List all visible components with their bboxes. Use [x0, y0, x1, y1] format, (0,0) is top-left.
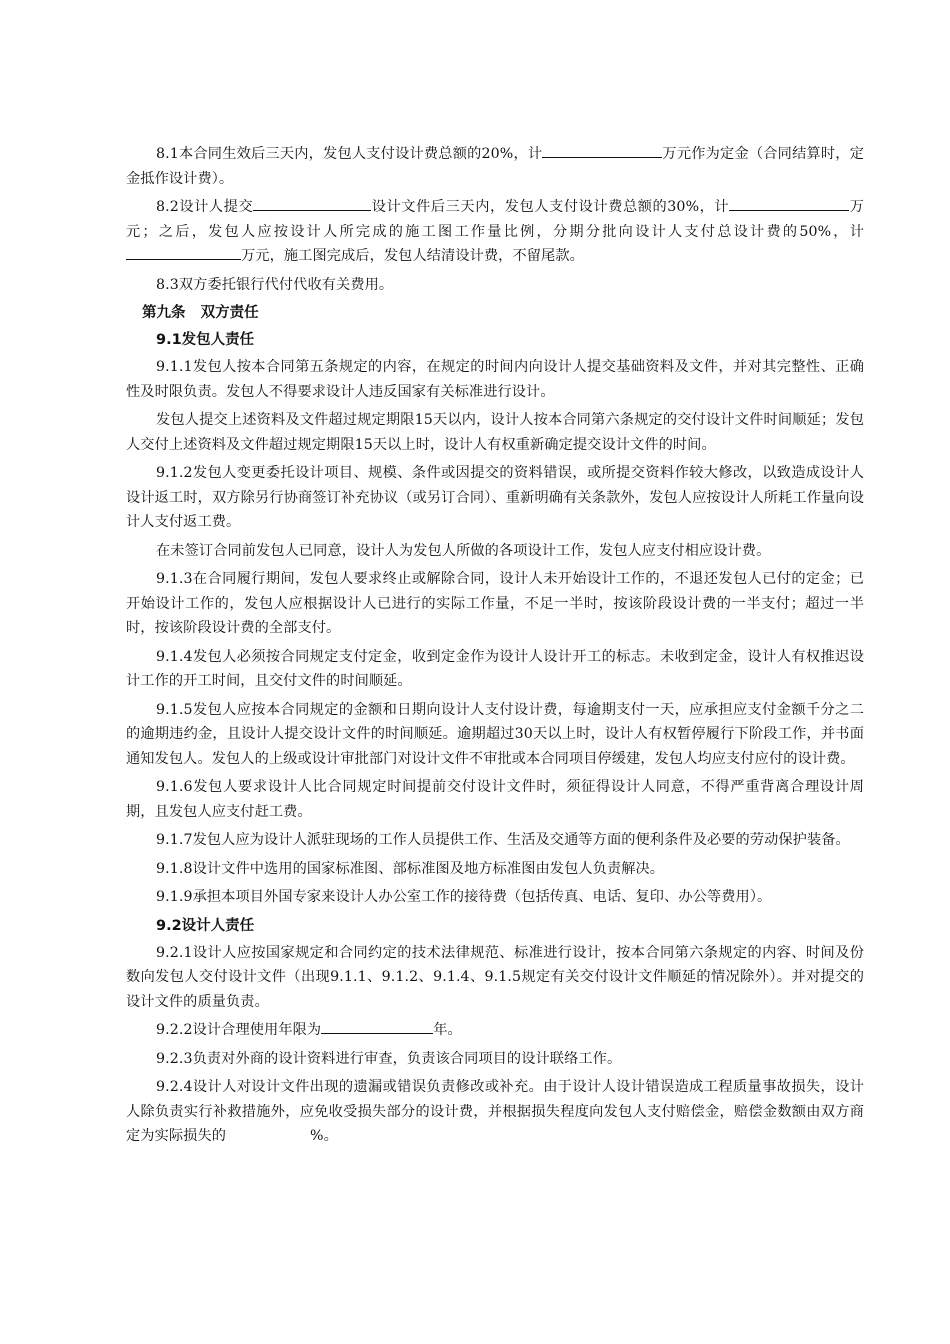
clause-text: 8.2设计人提交 — [156, 199, 254, 215]
clause-9-1-6: 9.1.6发包人要求设计人比合同规定时间提前交付设计文件时，须征得设计人同意，不得严重背离合理设计周期，且发包人应支付赶工费。 — [126, 779, 864, 820]
clause-9-2-4 — [126, 1075, 864, 1149]
article-9-heading: 第九条 双方责任 — [142, 305, 259, 321]
document-page — [126, 142, 864, 1153]
clause-9-1-9: 9.1.9承担本项目外国专家来设计人办公室工作的接待费（包括传真、电话、复印、办公等费用）。 — [156, 889, 772, 905]
clause-text: 9.2.2设计合理使用年限为 — [156, 1022, 322, 1038]
clause-8-1 — [126, 142, 864, 191]
clause-9-1-4: 9.1.4发包人必须按合同规定支付定金，收到定金作为设计人设计开工的标志。未收到定金，设计人有权推迟设计工作的开工时间，且交付文件的时间顺延。 — [126, 648, 864, 689]
clause-text: 设计文件后三天内，发包人支付设计费总额的30%，计 — [371, 199, 730, 215]
clause-9-1-2-cont: 在未签订合同前发包人已同意，设计人为发包人所做的各项设计工作，发包人应支付相应设计费。 — [156, 542, 771, 559]
clause-8-3: 8.3双方委托银行代付代收有关费用。 — [156, 276, 394, 293]
clause-9-2-3: 9.2.3负责对外商的设计资料进行审查，负责该合同项目的设计联络工作。 — [156, 1050, 622, 1067]
clause-text: %。 — [310, 1128, 338, 1144]
clause-9-1-1: 9.1.1发包人按本合同第五条规定的内容，在规定的时间内向设计人提交基础资料及文件，并对其完整性、正确性及时限负责。发包人不得要求设计人违反国家有关标准进行设计。 — [126, 359, 864, 400]
clause-text: 年。 — [433, 1022, 462, 1038]
clause-9-1-7: 9.1.7发包人应为设计人派驻现场的工作人员提供工作、生活及交通等方面的便利条件及必要的劳动保护装备。 — [156, 832, 850, 848]
clause-text: 8.1本合同生效后三天内，发包人支付设计费总额的20%，计 — [156, 146, 543, 162]
clause-text: 9.2.4设计人对设计文件出现的遗漏或错误负责修改或补充。由于设计人设计错误造成工程质量事故损失，设计人除负责实行补救措施外，应免收受损失部分的设计费，并根据损失程度向发包人支付赔偿金，赔偿金数额由双方商定为实际损失的 — [126, 1079, 864, 1144]
clause-text: 万元；之后，发包人应按设计人所完成的施工图工作量比例，分期分批向设计人支付总设计费的50%，计 — [126, 199, 864, 240]
section-9-1-heading: 9.1发包人责任 — [156, 332, 255, 348]
clause-9-2-1: 9.2.1设计人应按国家规定和合同约定的技术法律规范、标准进行设计，按本合同第六条规定的内容、时间及份数向发包人交付设计文件（出现9.1.1、9.1.2、9.1.4、9.1.5规定有关交付设计文件顺延的情况除外）。并对提交的设计文件的质量负责。 — [126, 944, 864, 1010]
clause-8-2 — [126, 195, 864, 269]
fill-blank[interactable] — [126, 244, 241, 260]
fill-blank[interactable] — [321, 1018, 433, 1034]
clause-9-1-2: 9.1.2发包人变更委托设计项目、规模、条件或因提交的资料错误，或所提交资料作较大修改，以致造成设计人设计返工时，双方除另行协商签订补充协议（或另订合同）、重新明确有关条款外，发包人应按设计人所耗工作量向设计人支付返工费。 — [126, 465, 864, 530]
fill-blank[interactable] — [253, 195, 371, 211]
clause-text: 万元作为定金（合同结算时，定金抵作设计费）。 — [126, 146, 864, 187]
clause-text: 万元，施工图完成后，发包人结清设计费，不留尾款。 — [241, 248, 584, 264]
clause-9-1-1-cont: 发包人提交上述资料及文件超过规定期限15天以内，设计人按本合同第六条规定的交付设计文件时间顺延；发包人交付上述资料及文件超过规定期限15天以上时，设计人有权重新确定提交设计文件的时间。 — [126, 412, 864, 453]
clause-9-1-3: 9.1.3在合同履行期间，发包人要求终止或解除合同，设计人未开始设计工作的，不退还发包人已付的定金；已开始设计工作的，发包人应根据设计人已进行的实际工作量，不足一半时，按该阶段设计费的一半支付；超过一半时，按该阶段设计费的全部支付。 — [126, 571, 864, 636]
fill-blank[interactable] — [793, 195, 849, 211]
clause-9-1-8: 9.1.8设计文件中选用的国家标准图、部标准图及地方标准图由发包人负责解决。 — [156, 860, 665, 877]
fill-blank[interactable] — [542, 142, 662, 158]
clause-9-2-2 — [126, 1018, 864, 1043]
section-9-2-heading: 9.2设计人责任 — [156, 917, 255, 934]
fill-blank[interactable] — [729, 195, 793, 211]
clause-9-1-5: 9.1.5发包人应按本合同规定的金额和日期向设计人支付设计费，每逾期支付一天，应承担应支付金额千分之二的逾期违约金，且设计人提交设计文件的时间顺延。逾期超过30天以上时，设计人有权暂停履行下阶段工作，并书面通知发包人。发包人的上级或设计审批部门对设计文件不审批或本合同项目停缓建，发包人均应支付应付的设计费。 — [126, 701, 864, 767]
